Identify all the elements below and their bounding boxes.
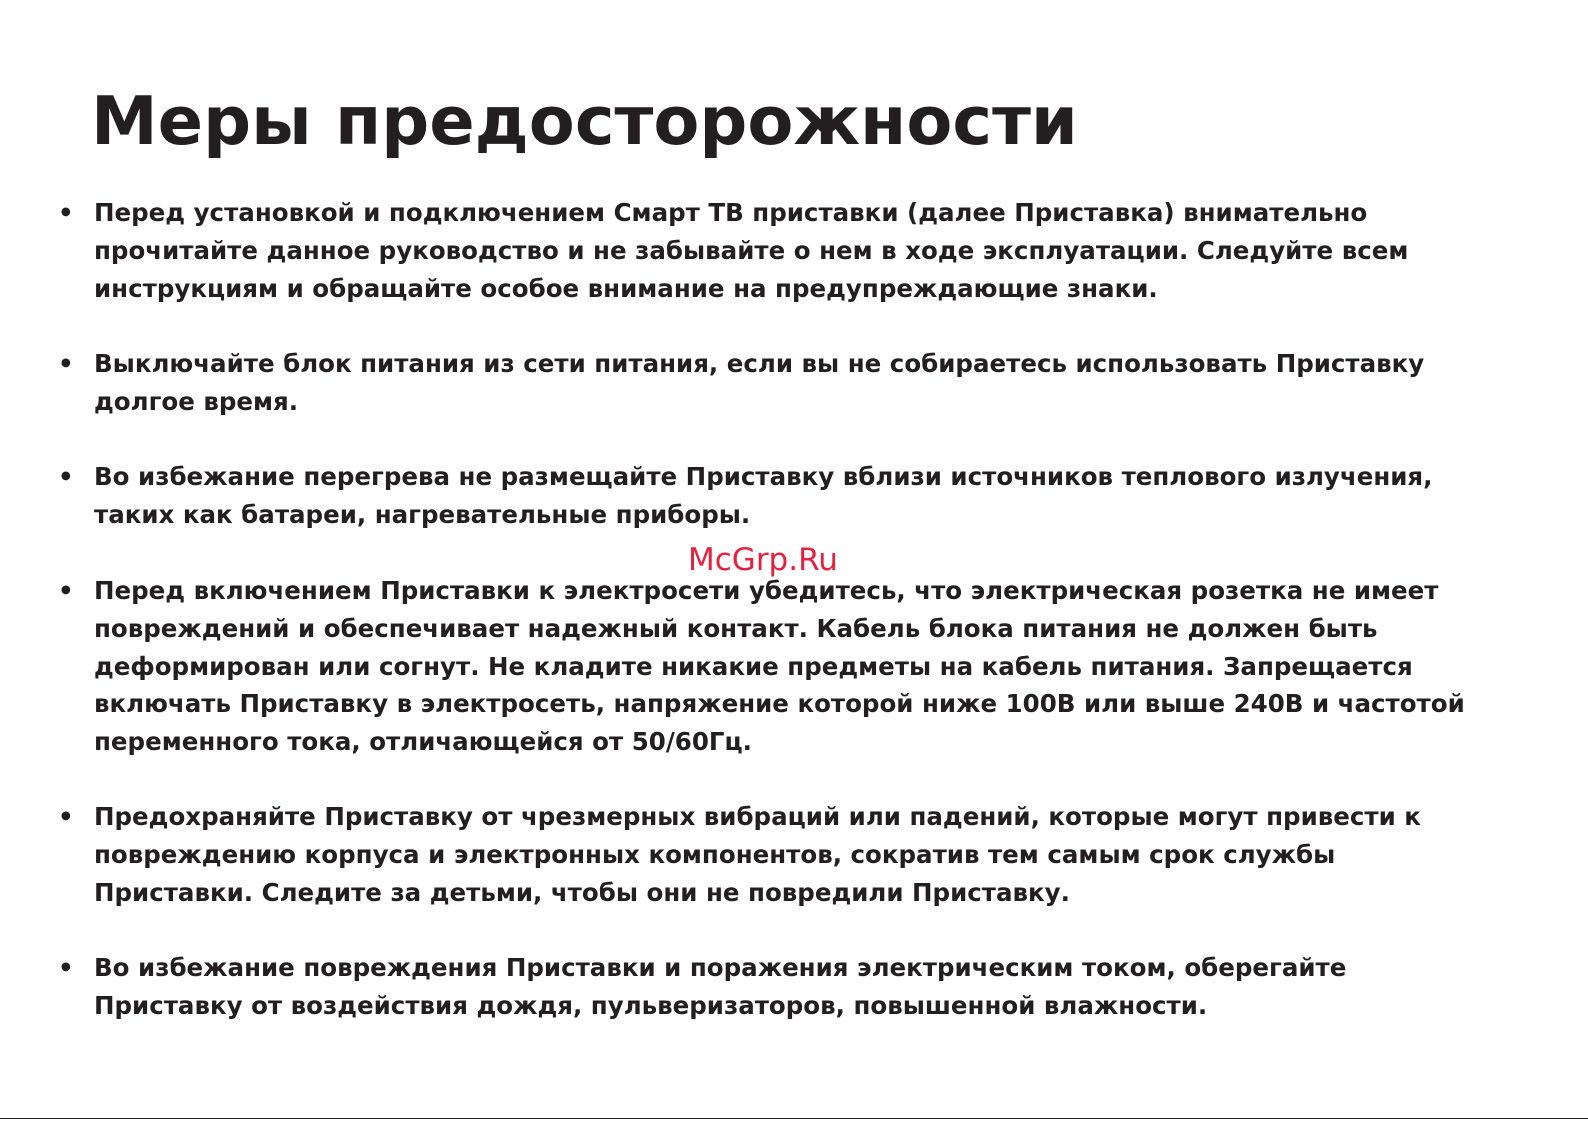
text-line: Приставку от воздействия дождя, пульверизаторов, повышенной влажности. [94,990,1208,1020]
bullet-marker: • [58,198,74,227]
text-line: включать Приставку в электросеть, напряжение которой ниже 100В или выше 240В и частотой [94,689,1465,719]
text-line: Приставки. Следите за детьми, чтобы они не повредили Приставку. [94,877,1070,907]
bullet-marker: • [58,462,74,491]
text-line: Во избежание повреждения Приставки и поражения электрическим током, оберегайте [94,953,1347,982]
text-line: прочитайте данное руководство и не забывайте о нем в ходе эксплуатации. Следуйте всем [94,235,1409,265]
text-line: Перед включением Приставки к электросети убедитесь, что электрическая розетка не имеет [94,576,1439,605]
text-line: Предохраняйте Приставку от чрезмерных вибраций или падений, которые могут привести к [94,802,1421,831]
text-line: деформирован или согнут. Не кладите никакие предметы на кабель питания. Запрещается [94,651,1413,681]
footer-divider [0,1118,1588,1119]
text-line: Перед установкой и подключением Смарт ТВ приставки (далее Приставка) внимательно [94,198,1368,227]
text-line: повреждений и обеспечивает надежный контакт. Кабель блока питания не должен быть [94,613,1378,643]
watermark: McGrp.Ru [688,542,838,578]
text-line: повреждению корпуса и электронных компонентов, сократив тем самым срок службы [94,839,1336,869]
page-title: Меры предосторожности [91,82,1078,160]
bullet-marker: • [58,576,74,605]
list-item-text [94,458,1538,534]
text-line: переменного тока, отличающейся от 50/60Гц. [94,727,752,757]
text-line: таких как батареи, нагревательные приборы. [94,499,751,529]
bullet-marker: • [58,349,74,378]
text-line: инструкциям и обращайте особое внимание на предупреждающие знаки. [94,273,1158,303]
list-item-text [94,194,1538,307]
bullet-marker: • [58,802,74,831]
list-item-text [94,345,1538,421]
list-item-text [94,798,1538,911]
list-item-text [94,949,1538,1025]
text-line: Выключайте блок питания из сети питания, если вы не собираетесь использовать Приставку [94,349,1425,378]
text-line: Во избежание перегрева не размещайте Приставку вблизи источников теплового излучения, [94,462,1433,491]
text-line: долгое время. [94,386,299,416]
list-item-text [94,572,1538,761]
bullet-marker: • [58,953,74,982]
